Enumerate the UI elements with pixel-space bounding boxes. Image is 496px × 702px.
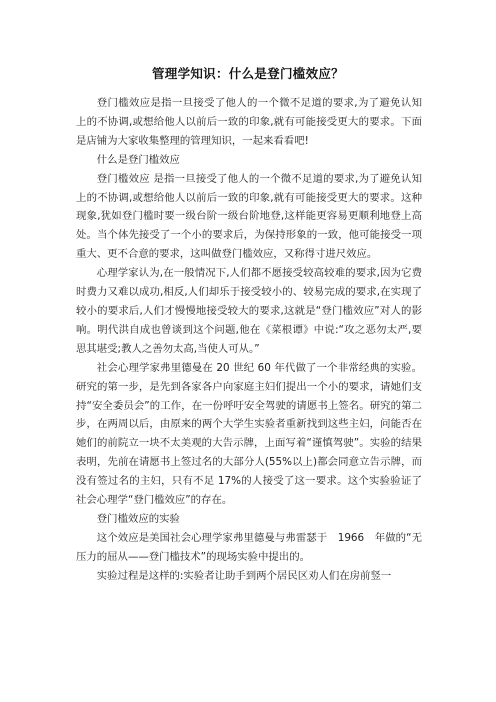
paragraph-intro: 登门槛效应是指一旦接受了他人的一个微不足道的要求,为了避免认知上的不协调,或想给他人以前后一致的印象,就有可能接受更大的要求。下面是店铺为大家收集整理的管理知识，一起来看看吧! — [76, 97, 422, 147]
paragraph-procedure: 实验过程是这样的:实验者让助手到两个居民区劝人们在房前竖一 — [96, 569, 392, 582]
paragraph-definition: 登门槛效应 是指一旦接受了他人的一个微不足道的要求,为了避免认知上的不协调,或想给他人以前后一致的印象,就有可能接受更大的要求。这种现象,犹如登门槛时要一级台阶一级台阶地登,这样能更容易更顺利地登上高处。当个体先接受了一个小的要求后，为保持形象的一致，他可能接受一项重大、更不合意的要求，这叫做登门槛效应，又称得寸进尺效应。 — [76, 172, 422, 261]
document-body — [76, 94, 422, 586]
page-title: 管理学知识：什么是登门槛效应？ — [151, 66, 344, 81]
section-heading-experiment: 登门槛效应的实验 — [96, 512, 180, 525]
paragraph-origin: 这个效应是美国社会心理学家弗里德曼与弗雷瑟于 1966 年做的“无压力的屈从——登门槛技术”的现场实验中提出的。 — [76, 531, 422, 563]
paragraph-freedman-experiment: 社会心理学家弗里德曼在 20 世纪 60 年代做了一个非常经典的实验。研究的第一步，是先到各家各户向家庭主妇们提出一个小的要求，请她们支持“安全委员会”的工作，在一份呼吁安全驾驶的请愿书上签名。研究的第二步，在两周以后，由原来的两个大学生实验者重新找到这些主妇，问能否在她们的前院立一块不太美观的大告示牌，上面写着“谨慎驾驶”。实验的结果表明，先前在请愿书上签过名的大部分人(55%以上)都会同意立告示牌，而没有签过名的主妇，只有不足 17%的人接受了这一要求。这个实验验证了社会心理学“登门槛效应”的存在。 — [76, 361, 422, 507]
paragraph-psychology: 心理学家认为,在一般情况下,人们都不愿接受较高较难的要求,因为它费时费力又难以成功,相反,人们却乐于接受较小的、较易完成的要求,在实现了较小的要求后,人们才慢慢地接受较大的要求,这就是“登门槛效应”对人的影响。明代洪自成也曾谈到这个问题,他在《菜根谭》中说:“攻之恶勿太严,要思其堪受;教人之善勿太高,当使人可从。” — [76, 267, 422, 355]
section-heading-definition: 什么是登门槛效应 — [96, 153, 180, 166]
